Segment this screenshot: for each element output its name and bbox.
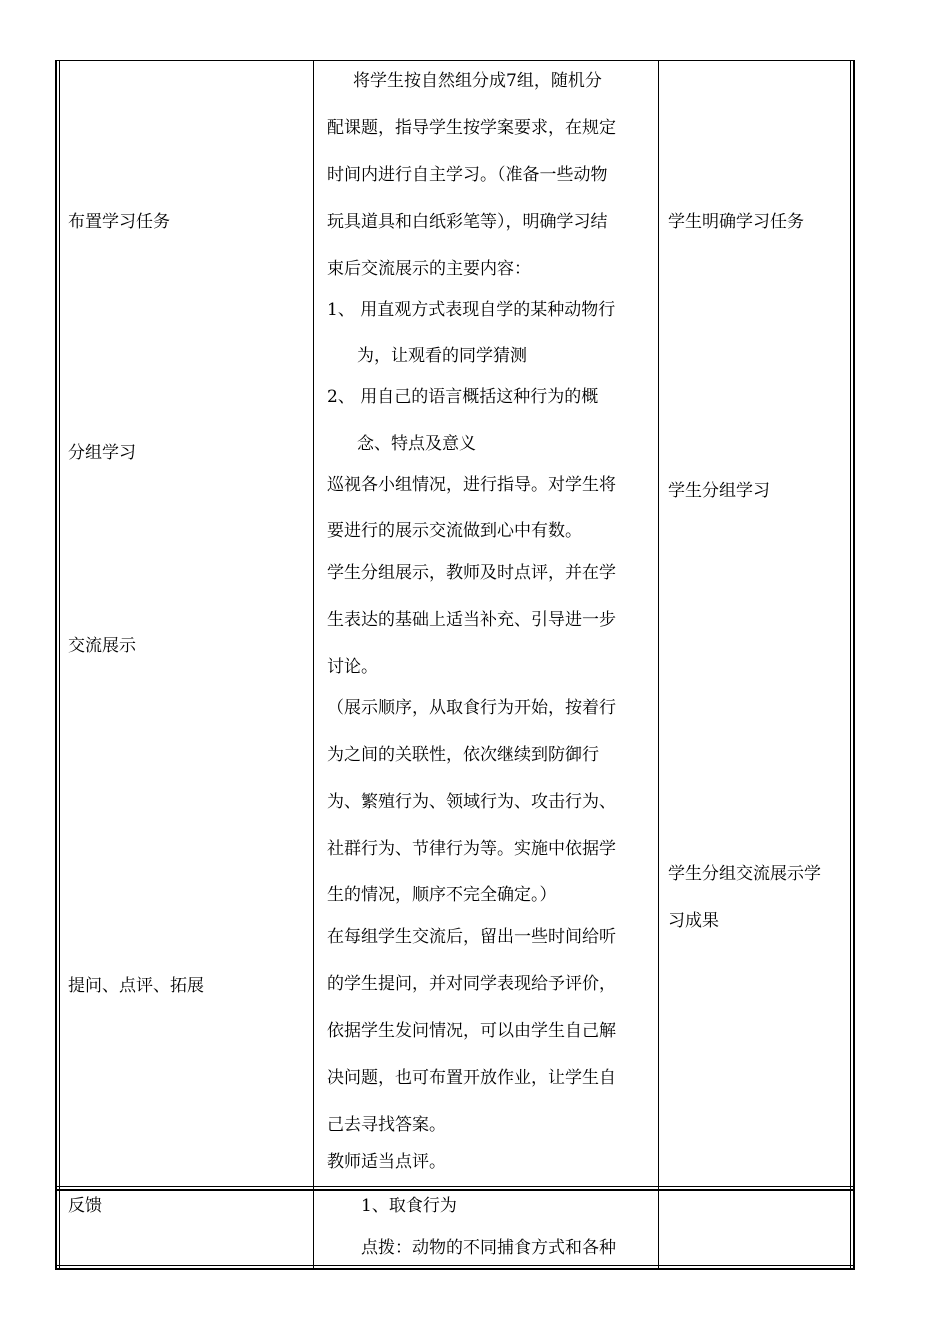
middle-line: 配课题，指导学生按学案要求，在规定	[327, 118, 616, 138]
middle-line: 决问题，也可布置开放作业，让学生自	[327, 1068, 616, 1088]
student-task: 学生明确学习任务	[668, 212, 804, 232]
middle-line: 束后交流展示的主要内容：	[327, 259, 531, 279]
feedback-line: 点拨：动物的不同捕食方式和各种	[361, 1238, 616, 1258]
column-divider-1	[313, 60, 314, 1269]
middle-line: 时间内进行自主学习。（准备一些动物	[327, 165, 608, 185]
student-exchange-line: 习成果	[668, 911, 719, 931]
row-divider-bottom	[55, 1189, 855, 1191]
row-divider-top	[55, 1186, 855, 1187]
middle-line: 社群行为、节律行为等。实施中依据学	[327, 839, 616, 859]
table-border-right-inner	[850, 60, 851, 1269]
table-border-right-outer	[853, 60, 855, 1269]
step-question-review: 提问、点评、拓展	[68, 976, 204, 996]
middle-line: 为之间的关联性，依次继续到防御行	[327, 745, 599, 765]
column-divider-2	[658, 60, 659, 1269]
middle-line: 在每组学生交流后，留出一些时间给听	[327, 927, 616, 947]
step-group-study: 分组学习	[68, 443, 136, 463]
middle-line: 生表达的基础上适当补充、引导进一步	[327, 610, 616, 630]
middle-line: 要进行的展示交流做到心中有数。	[327, 521, 582, 541]
middle-line: 为，让观看的同学猜测	[357, 346, 527, 366]
step-exchange: 交流展示	[68, 636, 136, 656]
middle-line: 玩具道具和白纸彩笔等），明确学习结	[327, 212, 608, 232]
middle-line: 为、繁殖行为、领域行为、攻击行为、	[327, 792, 616, 812]
middle-line: 2、 用自己的语言概括这种行为的概	[327, 387, 599, 407]
table-border-top	[55, 60, 855, 61]
table-border-bottom-outer	[55, 1268, 855, 1270]
middle-line: 念、特点及意义	[357, 434, 476, 454]
step-feedback: 反馈	[68, 1196, 102, 1216]
student-group-study: 学生分组学习	[668, 481, 770, 501]
middle-line: 教师适当点评。	[327, 1152, 446, 1172]
middle-line: 生的情况，顺序不完全确定。）	[327, 885, 557, 905]
middle-line: （展示顺序，从取食行为开始，按着行	[327, 698, 616, 718]
student-exchange-line: 学生分组交流展示学	[668, 864, 821, 884]
middle-line: 1、 用直观方式表现自学的某种动物行	[327, 300, 616, 320]
middle-line: 依据学生发问情况，可以由学生自己解	[327, 1021, 616, 1041]
middle-line: 己去寻找答案。	[327, 1115, 446, 1135]
middle-line: 将学生按自然组分成7组，随机分	[353, 71, 602, 91]
middle-line: 巡视各小组情况，进行指导。对学生将	[327, 475, 616, 495]
middle-line: 讨论。	[327, 657, 378, 677]
table-border-left-outer	[55, 60, 57, 1269]
step-assign-task: 布置学习任务	[68, 212, 170, 232]
table-border-left-inner	[59, 60, 60, 1269]
feedback-line: 1、取食行为	[361, 1196, 457, 1216]
table-border-bottom-inner	[55, 1265, 855, 1266]
middle-line: 学生分组展示，教师及时点评，并在学	[327, 563, 616, 583]
middle-line: 的学生提问，并对同学表现给予评价，	[327, 974, 616, 994]
